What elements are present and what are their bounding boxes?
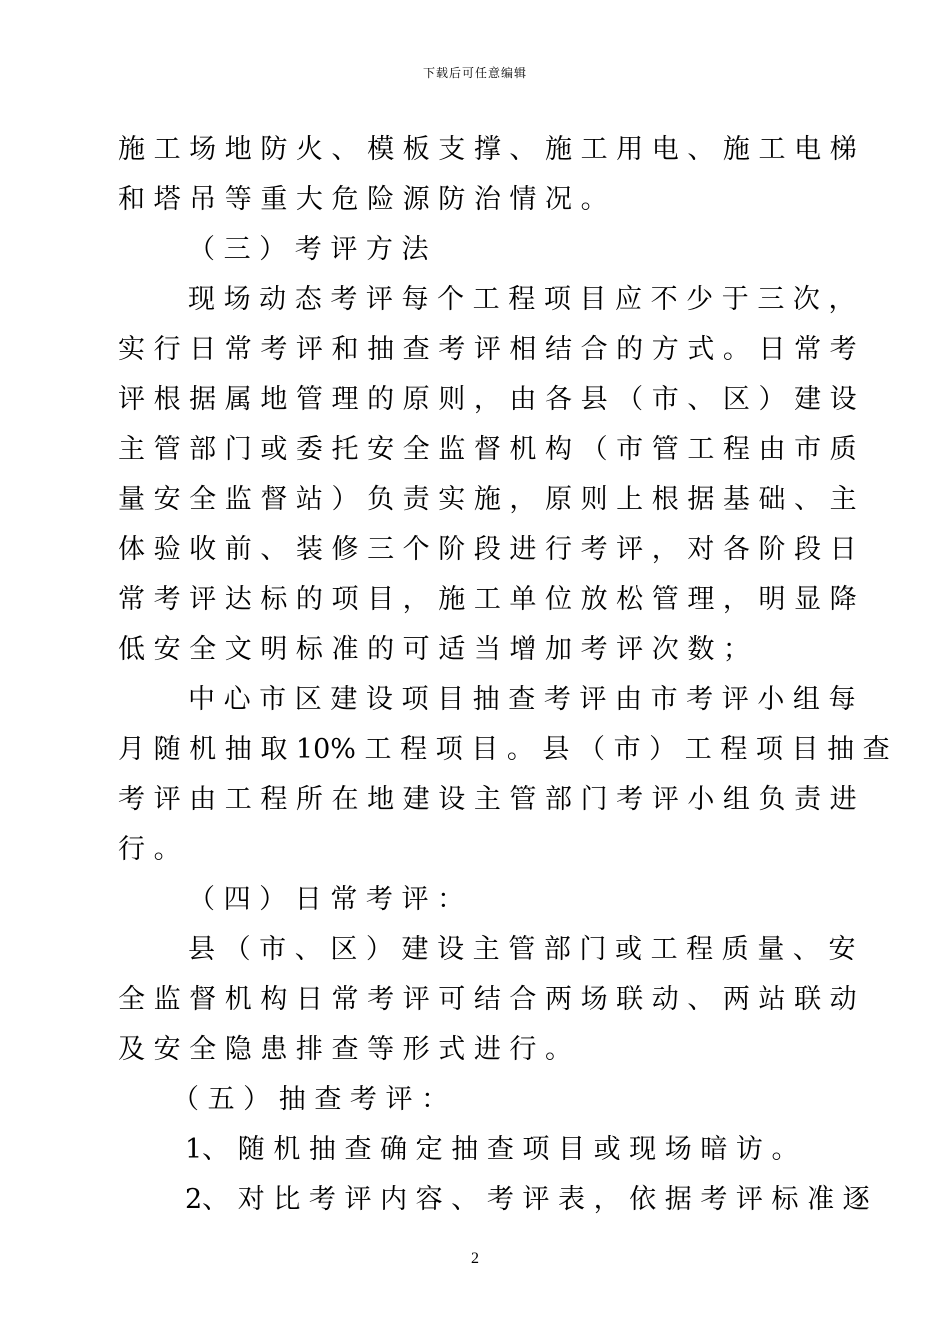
list-item-1: 1、 随 机 抽 查 确 定 抽 查 项 目 或 现 场 暗 访 。 <box>185 1134 799 1165</box>
text-line-9: 体 验 收 前 、 装 修 三 个 阶 段 进 行 考 评 ， 对 各 阶 段 日 <box>118 534 857 565</box>
text-line-11: 低 安 全 文 明 标 准 的 可 适 当 增 加 考 评 次 数 ； <box>118 634 750 665</box>
text-line-14: 考 评 由 工 程 所 在 地 建 设 主 管 部 门 考 评 小 组 负 责 进 <box>118 784 857 815</box>
text-line-4: 现 场 动 态 考 评 每 个 工 程 项 目 应 不 少 于 三 次 ， <box>188 284 856 315</box>
text-line-18: 全 监 督 机 构 日 常 考 评 可 结 合 两 场 联 动 、 两 站 联 动 <box>118 984 857 1015</box>
section-heading-5: （ 五 ） 抽 查 考 评 ： <box>172 1084 449 1115</box>
text-line-1: 施 工 场 地 防 火 、 模 板 支 撑 、 施 工 用 电 、 施 工 电 梯 <box>118 134 857 165</box>
text-line-19: 及 安 全 隐 患 排 查 等 形 式 进 行 。 <box>118 1034 572 1065</box>
section-heading-4: （ 四 ） 日 常 考 评 ： <box>188 884 465 915</box>
text-line-17: 县 （ 市 、 区 ） 建 设 主 管 部 门 或 工 程 质 量 、 安 <box>188 934 856 965</box>
text-line-2: 和 塔 吊 等 重 大 危 险 源 防 治 情 况 。 <box>118 184 608 215</box>
text-line-15: 行 。 <box>118 834 181 865</box>
page-header: 下载后可任意编辑 <box>422 66 527 80</box>
page-number: 2 <box>471 1250 479 1267</box>
text-line-7: 主 管 部 门 或 委 托 安 全 监 督 机 构 （ 市 管 工 程 由 市 质 <box>118 434 857 465</box>
text-line-6: 评 根 据 属 地 管 理 的 原 则 ， 由 各 县 （ 市 、 区 ） 建 设 <box>118 384 857 415</box>
section-heading-3: （ 三 ） 考 评 方 法 <box>188 234 429 265</box>
text-line-13: 月 随 机 抽 取 10% 工 程 项 目 。 县 （ 市 ） 工 程 项 目 抽 查 <box>118 734 890 765</box>
text-line-12: 中 心 市 区 建 设 项 目 抽 查 考 评 由 市 考 评 小 组 每 <box>188 684 856 715</box>
list-item-2: 2、 对 比 考 评 内 容 、 考 评 表 ， 依 据 考 评 标 准 逐 <box>185 1184 870 1215</box>
text-line-8: 量 安 全 监 督 站 ） 负 责 实 施 ， 原 则 上 根 据 基 础 、 主 <box>118 484 857 515</box>
text-line-5: 实 行 日 常 考 评 和 抽 查 考 评 相 结 合 的 方 式 。 日 常 考 <box>118 334 857 365</box>
text-line-10: 常 考 评 达 标 的 项 目 ， 施 工 单 位 放 松 管 理 ， 明 显 降 <box>118 584 857 615</box>
